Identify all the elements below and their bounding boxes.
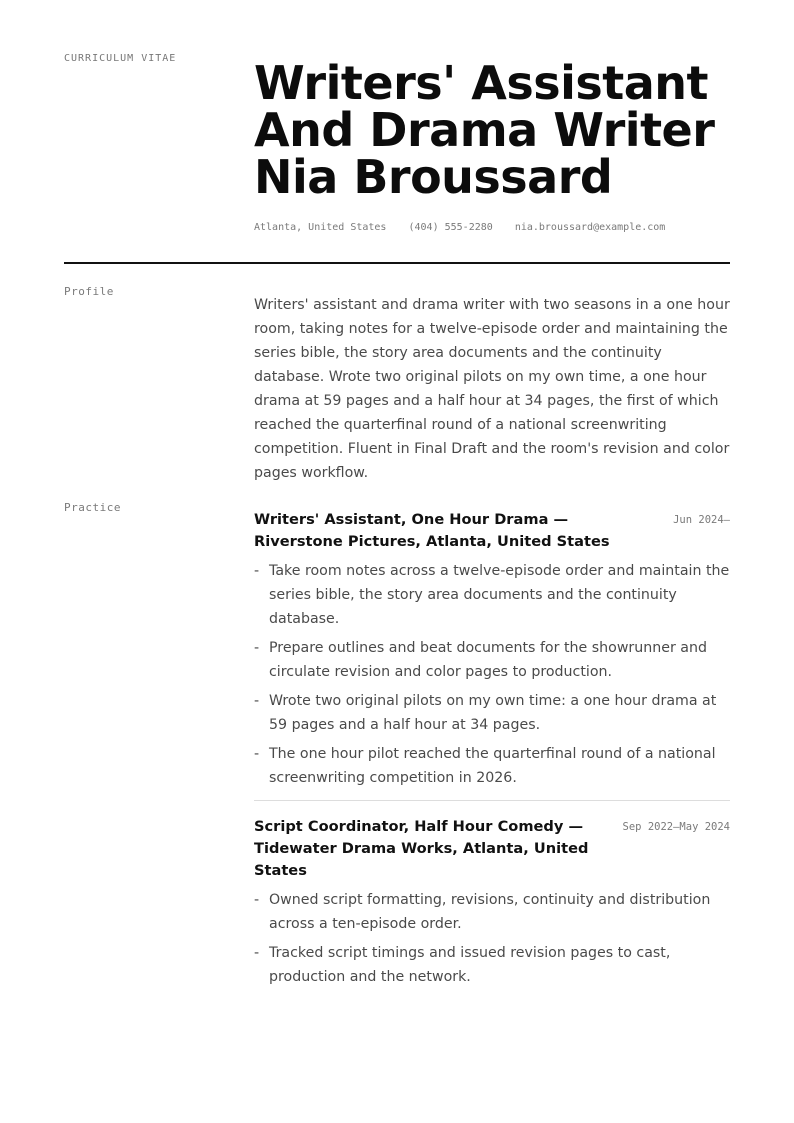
- role-bullet: - The one hour pilot reached the quarterfinal round of a national screenwriting competition in 2026.: [254, 742, 730, 790]
- role-bullets: [254, 888, 730, 989]
- role-title: Script Coordinator, Half Hour Comedy — Tidewater Drama Works, Atlanta, United States: [254, 818, 589, 879]
- document-eyebrow: CURRICULUM VITAE: [64, 53, 177, 64]
- contact-email[interactable]: nia.broussard@example.com: [514, 222, 666, 233]
- role-bullet: - Owned script formatting, revisions, continuity and distribution across a ten-episode order.: [254, 888, 730, 936]
- role-dates: Sep 2022–May 2024: [622, 821, 730, 833]
- name-title-line: And Drama Writer: [254, 103, 715, 157]
- contact-phone[interactable]: (404) 555-2280: [408, 222, 493, 233]
- role-bullet: - Take room notes across a twelve-episode order and maintain the series bible, the story area documents and the continuity database.: [254, 559, 730, 631]
- role-entry: [254, 800, 730, 989]
- profile-text: Writers' assistant and drama writer with two seasons in a one hour room, taking notes for a twelve-episode order and maintaining the series bible, the story area documents and the continuity database. Wrote two original pilots on my own time, a one hour drama at 59 pages and a half hour at 34 pages, the first of which reached the quarterfinal round of a national screenwriting competition. Fluent in Final Draft and the room's revision and color pages workflow.: [254, 297, 730, 481]
- section-label-practice: Practice: [64, 501, 121, 514]
- role-entry: [254, 509, 730, 790]
- contact-location: Atlanta, United States: [254, 222, 387, 233]
- role-header: [254, 816, 730, 882]
- name-title-line: Nia Broussard: [254, 150, 613, 204]
- section-label-profile: Profile: [64, 285, 114, 298]
- role-bullet: - Prepare outlines and beat documents for the showrunner and circulate revision and color pages to production.: [254, 636, 730, 684]
- header-divider: [64, 262, 730, 264]
- header: [254, 56, 734, 233]
- role-header: [254, 509, 730, 553]
- contact-line: [254, 222, 734, 233]
- role-title: Writers' Assistant, One Hour Drama — Riverstone Pictures, Atlanta, United States: [254, 511, 610, 550]
- practice-roles: [254, 509, 730, 994]
- role-dates: Jun 2024–: [673, 514, 730, 526]
- role-bullet: - Wrote two original pilots on my own time: a one hour drama at 59 pages and a half hour at 34 pages.: [254, 689, 730, 737]
- name-title: [254, 56, 734, 204]
- role-bullet: - Tracked script timings and issued revision pages to cast, production and the network.: [254, 941, 730, 989]
- name-title-line: Writers' Assistant: [254, 56, 709, 110]
- role-bullets: [254, 559, 730, 790]
